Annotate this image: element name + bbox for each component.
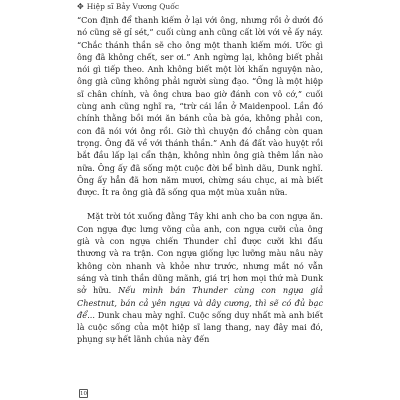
page-number: 10	[80, 391, 87, 397]
paragraph-2: Mặt trời tót xuống đằng Tây khi anh cho ba con ngựa ăn. Con ngựa đực lưng võng của anh, con ngựa cưỡi của ông già và con ngựa chiến Thunder chỉ được cưỡi khi đấu thương và ra trận. Con ngựa giống lực lưỡng màu nâu này không còn nhanh và khỏe như trước, nhưng mắt nó vẫn sáng và tinh thần dũng mãnh, giá trị hơn mọi thứ mà Dunk sở hữu. Nếu mình bán Thunder cùng con ngựa giả Chestnut, bán cả yên ngựa và dây cương, thì sẽ có đủ bạc để... Dunk chau mày nghĩ. Cuộc sống duy nhất mà anh biết là cuộc sống của một hiệp sĩ lang thang, nay đây mai đó, phụng sự hết lãnh chúa này đến	[77, 211, 323, 345]
ornament-icon: ✥	[77, 1, 84, 11]
paragraph-1: “Con định để thanh kiếm ở lại với ông, nhưng rồi ở dưới đó nó cũng sẽ gỉ sét,” cuối cùng anh cũng cất lời với vẻ ấy náy. “Chắc thánh thần sẽ cho ông một thanh kiếm mới. Ước gì ông đã không chết, ser ơi.” Anh ngừng lại, không biết phải nói gì tiếp theo. Anh không biết một lời khấn nguyện nào, ông già cũng không phải người sùng đạo. “Ông là một hiệp sĩ chân chính, và ông chưa bao giờ đánh con vô cớ,” cuối cùng anh cũng nghĩ ra, “trừ cái lần ở Maidenpool. Lần đó chính thằng bồi mới ăn bánh của bà góa, không phải con, con đã nói với ông rồi. Giờ thì chuyện đó chẳng còn quan trọng. Ông đã về với thánh thần.” Anh đá đất vào huyệt rồi bắt đầu lấp lại cẩn thận, không nhìn ông già thêm lần nào nữa. Ông ấy đã sống một cuộc đời bể bình dãu, Dunk nghĩ. Ông ấy hẳn đã hơn năm mươi, chừng sáu chục, ai mà biết được. Ít ra ông già đã sống qua một mùa xuân nữa.	[77, 15, 323, 198]
running-header	[77, 0, 179, 13]
book-title: Hiệp sĩ Bảy Vương Quốc	[86, 2, 180, 11]
italic-thought: Nếu mình bán Thunder cùng con ngựa giả Chestnut, bán cả yên ngựa và dây cương, thì sẽ có đủ bạc để...	[77, 285, 323, 320]
page-body	[77, 14, 323, 346]
